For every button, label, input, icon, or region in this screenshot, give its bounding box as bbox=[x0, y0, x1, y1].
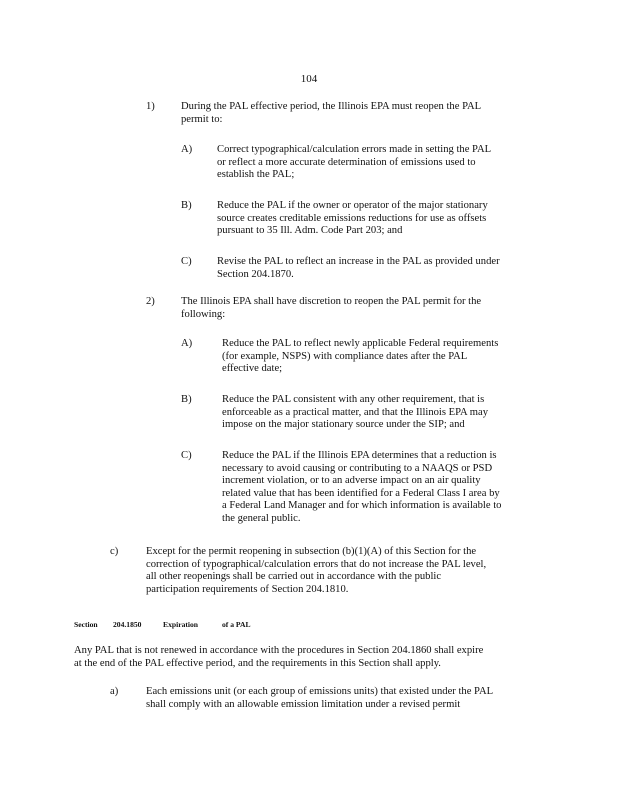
text-line: a Federal Land Manager and for which information is available to bbox=[222, 500, 502, 511]
item-2b-label: B) bbox=[181, 394, 192, 405]
text-line: increment violation, or to an adverse impact on an air quality bbox=[222, 475, 481, 486]
item-1b-label: B) bbox=[181, 200, 192, 211]
text-line: enforceable as a practical matter, and that the Illinois EPA may bbox=[222, 406, 488, 418]
text-line: During the PAL effective period, the Illinois EPA must reopen the PAL bbox=[181, 101, 482, 112]
text-line: participation requirements of Section 204.1810. bbox=[146, 583, 349, 595]
text-line: Reduce the PAL if the Illinois EPA determines that a reduction is bbox=[222, 450, 497, 461]
item-1b-text bbox=[217, 200, 527, 238]
text-line: at the end of the PAL effective period, and the requirements in this Section shall apply. bbox=[74, 657, 441, 669]
text-line: permit to: bbox=[181, 113, 223, 125]
text-line: source creates creditable emissions reductions for use as offsets bbox=[217, 212, 487, 224]
text-line: Section 204.1870. bbox=[217, 268, 294, 280]
text-line: Reduce the PAL if the owner or operator of the major stationary bbox=[217, 200, 488, 211]
text-line: establish the PAL; bbox=[217, 169, 295, 180]
text-line: pursuant to 35 Ill. Adm. Code Part 203; and bbox=[217, 225, 403, 236]
item-2-label: 2) bbox=[146, 296, 155, 307]
subsection-c-label: c) bbox=[110, 546, 119, 557]
item-2a-label: A) bbox=[181, 338, 193, 349]
text-line: following: bbox=[181, 308, 226, 320]
section-heading-word: Section bbox=[74, 620, 98, 629]
item-1c-text bbox=[217, 256, 539, 281]
text-line: shall comply with an allowable emission limitation under a revised permit bbox=[146, 698, 461, 710]
item-2c-text bbox=[222, 450, 538, 525]
text-line: Correct typographical/calculation errors made in setting the PAL bbox=[217, 144, 492, 155]
text-line: or reflect a more accurate determination of emissions used to bbox=[217, 156, 476, 168]
section-heading-number: 204.1850 bbox=[113, 620, 142, 629]
text-line: Reduce the PAL consistent with any other requirement, that is bbox=[222, 394, 485, 405]
subsection-a-label: a) bbox=[110, 686, 119, 697]
item-1a-label: A) bbox=[181, 144, 193, 155]
item-2-text bbox=[181, 296, 526, 321]
subsection-a-text bbox=[146, 686, 534, 711]
item-2a-text bbox=[222, 338, 524, 376]
text-line: Except for the permit reopening in subsection (b)(1)(A) of this Section for the bbox=[146, 546, 477, 557]
section-heading-title-cont: of a PAL bbox=[222, 620, 251, 629]
item-2c-label: C) bbox=[181, 450, 192, 461]
text-line: (for example, NSPS) with compliance dates after the PAL bbox=[222, 350, 468, 362]
item-2b-text bbox=[222, 394, 524, 432]
item-1-text bbox=[181, 101, 523, 126]
text-line: Any PAL that is not renewed in accordance with the procedures in Section 204.1860 shall expire bbox=[74, 645, 484, 656]
item-1-label: 1) bbox=[146, 101, 155, 112]
section-heading-title: Expiration bbox=[163, 620, 199, 629]
text-line: correction of typographical/calculation errors that do not increase the PAL level, bbox=[146, 558, 487, 570]
item-1c-label: C) bbox=[181, 256, 192, 267]
text-line: necessary to avoid causing or contributing to a NAAQS or PSD bbox=[222, 462, 493, 474]
text-line: all other reopenings shall be carried out in accordance with the public bbox=[146, 571, 442, 582]
text-line: Each emissions unit (or each group of emissions units) that existed under the PAL bbox=[146, 686, 494, 697]
item-1a-text bbox=[217, 144, 527, 182]
text-line: The Illinois EPA shall have discretion to reopen the PAL permit for the bbox=[181, 296, 482, 307]
text-line: the general public. bbox=[222, 512, 301, 524]
intro-paragraph bbox=[74, 645, 534, 670]
text-line: related value that has been identified for a Federal Class I area by bbox=[222, 487, 500, 499]
subsection-c-text bbox=[146, 546, 532, 596]
text-line: Revise the PAL to reflect an increase in the PAL as provided under bbox=[217, 256, 500, 267]
page-number: 104 bbox=[300, 73, 318, 85]
text-line: Reduce the PAL to reflect newly applicable Federal requirements bbox=[222, 338, 499, 349]
text-line: impose on the major stationary source under the SIP; and bbox=[222, 419, 465, 430]
text-line: effective date; bbox=[222, 363, 283, 374]
